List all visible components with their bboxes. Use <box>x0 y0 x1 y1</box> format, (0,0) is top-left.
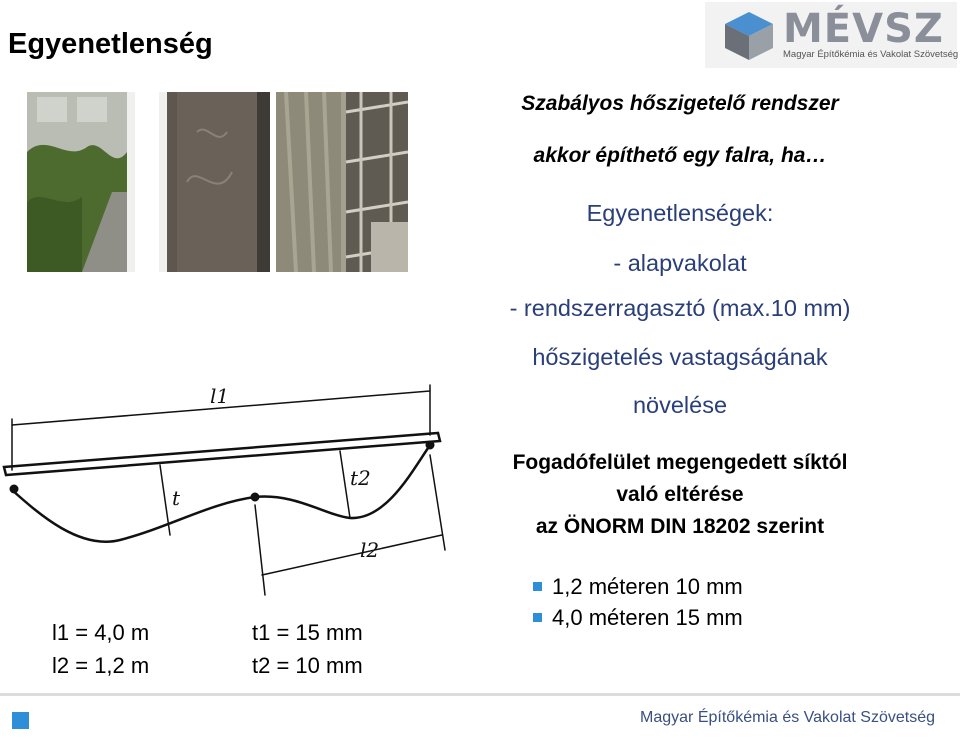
logo-tagline: Magyar Építőkémia és Vakolat Szövetség <box>783 49 959 60</box>
value-t1: t1 = 15 mm <box>252 620 363 645</box>
slide-title: Egyenetlenség <box>8 28 213 60</box>
list-item-insulation-cont: növelése <box>632 392 728 418</box>
list-item-adhesive: - rendszerragasztó (max.10 mm) <box>509 295 851 321</box>
diagram-label-l1: l1 <box>210 384 230 408</box>
bullet-item <box>533 605 743 631</box>
bullet-square-icon <box>533 613 542 622</box>
unevenness-title: Egyenetlenségek: <box>586 200 774 226</box>
value-t2: t2 = 10 mm <box>252 653 363 678</box>
heading-line-2: akkor építhető egy falra, ha… <box>533 144 827 167</box>
value-l1: l1 = 4,0 m <box>52 620 150 645</box>
cube-logo-icon <box>723 10 775 62</box>
flatness-diagram <box>0 375 450 605</box>
heading-line-1: Szabályos hőszigetelő rendszer <box>521 92 839 115</box>
bullet-item <box>533 574 743 600</box>
list-item-insulation: hőszigetelés vastagságának <box>532 344 828 370</box>
value-l2: l2 = 1,2 m <box>52 653 150 678</box>
list-item-base-plaster: - alapvakolat <box>613 250 747 276</box>
facade-photo-left <box>27 92 270 272</box>
tolerance-line-3: az ÖNORM DIN 18202 szerint <box>535 515 825 538</box>
diagram-label-t1: t <box>172 486 181 510</box>
bullet-text: 4,0 méteren 15 mm <box>552 605 743 630</box>
tolerance-line-2: való eltérése <box>616 483 744 506</box>
diagram-label-l2: l2 <box>360 538 380 562</box>
logo-wordmark: MÉVSZ <box>783 6 944 52</box>
footer-square-icon <box>12 712 29 729</box>
bullet-text: 1,2 méteren 10 mm <box>552 574 743 599</box>
bullet-square-icon <box>533 582 542 591</box>
tolerance-line-1: Fogadófelület megengedett síktól <box>512 451 848 474</box>
footer-text: Magyar Építőkémia és Vakolat Szövetség <box>640 709 935 726</box>
diagram-label-t2: t2 <box>350 466 371 490</box>
facade-photo-right <box>276 92 408 272</box>
mevsz-logo <box>705 2 957 68</box>
footer-divider <box>0 693 960 696</box>
